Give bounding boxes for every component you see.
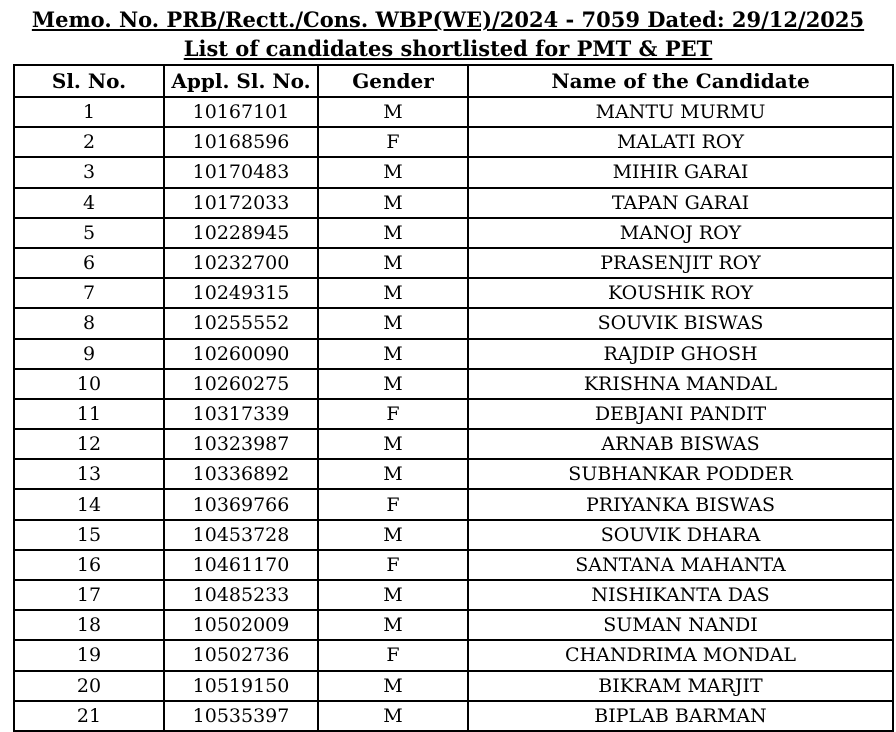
cell-sl-no: 18 (14, 610, 164, 640)
cell-sl-no: 16 (14, 550, 164, 580)
cell-sl-no: 9 (14, 339, 164, 369)
table-row (14, 157, 893, 187)
cell-appl-sl-no: 10260275 (164, 369, 318, 399)
table-row (14, 489, 893, 519)
cell-candidate-name: SANTANA MAHANTA (468, 550, 893, 580)
table-row (14, 701, 893, 731)
cell-appl-sl-no: 10172033 (164, 188, 318, 218)
cell-gender: M (318, 188, 468, 218)
cell-appl-sl-no: 10249315 (164, 278, 318, 308)
cell-sl-no: 12 (14, 429, 164, 459)
cell-candidate-name: CHANDRIMA MONDAL (468, 640, 893, 670)
cell-gender: M (318, 157, 468, 187)
table-row (14, 550, 893, 580)
cell-gender: M (318, 369, 468, 399)
cell-gender: F (318, 489, 468, 519)
cell-gender: F (318, 127, 468, 157)
cell-gender: M (318, 218, 468, 248)
cell-candidate-name: SUBHANKAR PODDER (468, 459, 893, 489)
column-header-appl-sl-no: Appl. Sl. No. (164, 65, 318, 97)
cell-appl-sl-no: 10317339 (164, 399, 318, 429)
cell-sl-no: 10 (14, 369, 164, 399)
list-title: List of candidates shortlisted for PMT & PET (183, 36, 713, 61)
table-row (14, 369, 893, 399)
cell-sl-no: 4 (14, 188, 164, 218)
cell-gender: M (318, 701, 468, 731)
cell-gender: F (318, 550, 468, 580)
table-row (14, 218, 893, 248)
cell-candidate-name: ARNAB BISWAS (468, 429, 893, 459)
cell-sl-no: 2 (14, 127, 164, 157)
cell-candidate-name: MIHIR GARAI (468, 157, 893, 187)
memo-heading: Memo. No. PRB/Rectt./Cons. WBP(WE)/2024 - 7059 Dated: 29/12/2025 (31, 7, 865, 32)
table-row (14, 640, 893, 670)
table-row (14, 429, 893, 459)
cell-gender: M (318, 459, 468, 489)
cell-sl-no: 15 (14, 520, 164, 550)
cell-candidate-name: KRISHNA MANDAL (468, 369, 893, 399)
cell-appl-sl-no: 10168596 (164, 127, 318, 157)
cell-appl-sl-no: 10461170 (164, 550, 318, 580)
table-row (14, 188, 893, 218)
cell-gender: M (318, 339, 468, 369)
cell-candidate-name: MALATI ROY (468, 127, 893, 157)
cell-candidate-name: BIKRAM MARJIT (468, 671, 893, 701)
cell-appl-sl-no: 10502736 (164, 640, 318, 670)
column-header-sl-no: Sl. No. (14, 65, 164, 97)
cell-appl-sl-no: 10255552 (164, 308, 318, 338)
table-row (14, 97, 893, 127)
table-row (14, 127, 893, 157)
cell-appl-sl-no: 10336892 (164, 459, 318, 489)
cell-appl-sl-no: 10170483 (164, 157, 318, 187)
cell-appl-sl-no: 10369766 (164, 489, 318, 519)
cell-sl-no: 20 (14, 671, 164, 701)
cell-candidate-name: NISHIKANTA DAS (468, 580, 893, 610)
cell-gender: F (318, 640, 468, 670)
cell-candidate-name: MANOJ ROY (468, 218, 893, 248)
cell-appl-sl-no: 10535397 (164, 701, 318, 731)
table-row (14, 610, 893, 640)
cell-appl-sl-no: 10323987 (164, 429, 318, 459)
table-row (14, 520, 893, 550)
cell-candidate-name: TAPAN GARAI (468, 188, 893, 218)
cell-candidate-name: DEBJANI PANDIT (468, 399, 893, 429)
table-header-row (14, 65, 893, 97)
cell-gender: F (318, 399, 468, 429)
table-row (14, 671, 893, 701)
cell-gender: M (318, 520, 468, 550)
cell-appl-sl-no: 10232700 (164, 248, 318, 278)
cell-sl-no: 3 (14, 157, 164, 187)
cell-appl-sl-no: 10502009 (164, 610, 318, 640)
cell-candidate-name: PRIYANKA BISWAS (468, 489, 893, 519)
candidates-table (13, 64, 894, 732)
cell-sl-no: 5 (14, 218, 164, 248)
table-row (14, 339, 893, 369)
cell-appl-sl-no: 10228945 (164, 218, 318, 248)
column-header-gender: Gender (318, 65, 468, 97)
cell-sl-no: 7 (14, 278, 164, 308)
cell-appl-sl-no: 10167101 (164, 97, 318, 127)
table-row (14, 459, 893, 489)
cell-gender: M (318, 671, 468, 701)
cell-sl-no: 21 (14, 701, 164, 731)
cell-appl-sl-no: 10519150 (164, 671, 318, 701)
cell-candidate-name: SOUVIK BISWAS (468, 308, 893, 338)
table-row (14, 580, 893, 610)
cell-gender: M (318, 97, 468, 127)
table-row (14, 278, 893, 308)
cell-sl-no: 13 (14, 459, 164, 489)
cell-gender: M (318, 278, 468, 308)
column-header-candidate-name: Name of the Candidate (468, 65, 893, 97)
cell-gender: M (318, 580, 468, 610)
table-row (14, 399, 893, 429)
cell-gender: M (318, 248, 468, 278)
cell-appl-sl-no: 10485233 (164, 580, 318, 610)
cell-sl-no: 17 (14, 580, 164, 610)
cell-sl-no: 1 (14, 97, 164, 127)
cell-candidate-name: SUMAN NANDI (468, 610, 893, 640)
cell-candidate-name: SOUVIK DHARA (468, 520, 893, 550)
table-row (14, 308, 893, 338)
cell-sl-no: 14 (14, 489, 164, 519)
cell-sl-no: 6 (14, 248, 164, 278)
cell-candidate-name: BIPLAB BARMAN (468, 701, 893, 731)
cell-sl-no: 19 (14, 640, 164, 670)
cell-candidate-name: KOUSHIK ROY (468, 278, 893, 308)
cell-appl-sl-no: 10453728 (164, 520, 318, 550)
cell-appl-sl-no: 10260090 (164, 339, 318, 369)
cell-candidate-name: MANTU MURMU (468, 97, 893, 127)
cell-candidate-name: PRASENJIT ROY (468, 248, 893, 278)
cell-gender: M (318, 610, 468, 640)
table-body (14, 97, 893, 731)
table-row (14, 248, 893, 278)
cell-sl-no: 8 (14, 308, 164, 338)
cell-sl-no: 11 (14, 399, 164, 429)
cell-candidate-name: RAJDIP GHOSH (468, 339, 893, 369)
cell-gender: M (318, 429, 468, 459)
cell-gender: M (318, 308, 468, 338)
